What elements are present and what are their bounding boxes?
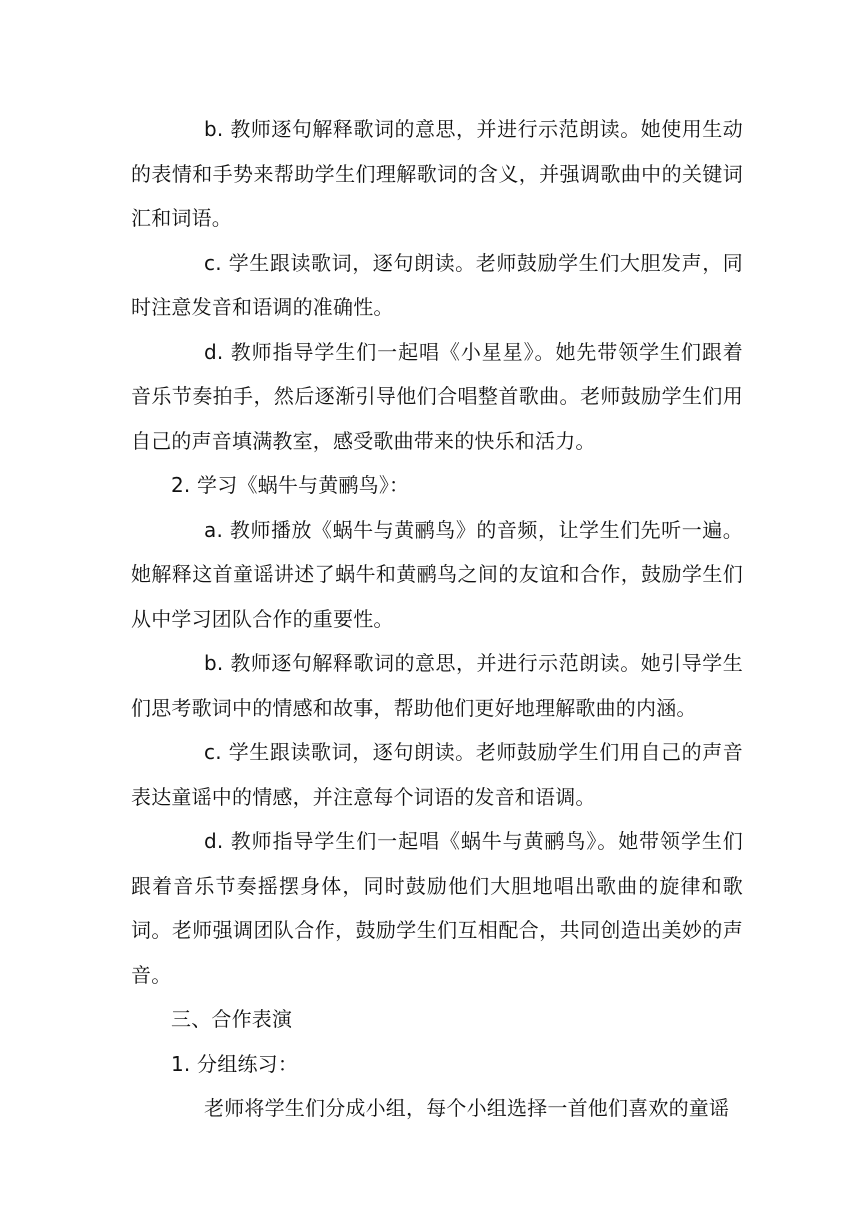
paragraph-song1-b: b. 教师逐句解释歌词的意思，并进行示范朗读。她使用生动的表情和手势来帮助学生们理解歌词的含义，并强调歌曲中的关键词汇和词语。 — [131, 117, 743, 230]
document-body — [131, 107, 743, 1131]
heading-song2: 2. 学习《蜗牛与黄鹂鸟》： — [171, 473, 410, 497]
paragraph-song2-b: b. 教师逐句解释歌词的意思，并进行示范朗读。她引导学生们思考歌词中的情感和故事，帮助他们更好地理解歌曲的内涵。 — [131, 651, 743, 720]
paragraph-song2-a: a. 教师播放《蜗牛与黄鹂鸟》的音频，让学生们先听一遍。她解释这首童谣讲述了蜗牛和黄鹂鸟之间的友谊和合作，鼓励学生们从中学习团队合作的重要性。 — [131, 517, 743, 631]
paragraph-song1-c: c. 学生跟读歌词，逐句朗读。老师鼓励学生们大胆发声，同时注意发音和语调的准确性。 — [131, 250, 743, 319]
paragraph-song1-d: d. 教师指导学生们一起唱《小星星》。她先带领学生们跟着音乐节奏拍手，然后逐渐引导他们合唱整首歌曲。老师鼓励学生们用自己的声音填满教室，感受歌曲带来的快乐和活力。 — [131, 339, 743, 453]
heading-group-practice: 1. 分组练习： — [171, 1051, 299, 1076]
paragraph-group-practice: 老师将学生们分成小组，每个小组选择一首他们喜欢的童谣 — [204, 1096, 730, 1120]
heading-section-3: 三、合作表演 — [171, 1007, 293, 1031]
paragraph-song2-d: d. 教师指导学生们一起唱《蜗牛与黄鹂鸟》。她带领学生们跟着音乐节奏摇摆身体，同时鼓励他们大胆地唱出歌曲的旋律和歌词。老师强调团队合作，鼓励学生们互相配合，共同创造出美妙的声音。 — [131, 829, 743, 987]
paragraph-song2-c: c. 学生跟读歌词，逐句朗读。老师鼓励学生们用自己的声音表达童谣中的情感，并注意每个词语的发音和语调。 — [131, 740, 743, 809]
